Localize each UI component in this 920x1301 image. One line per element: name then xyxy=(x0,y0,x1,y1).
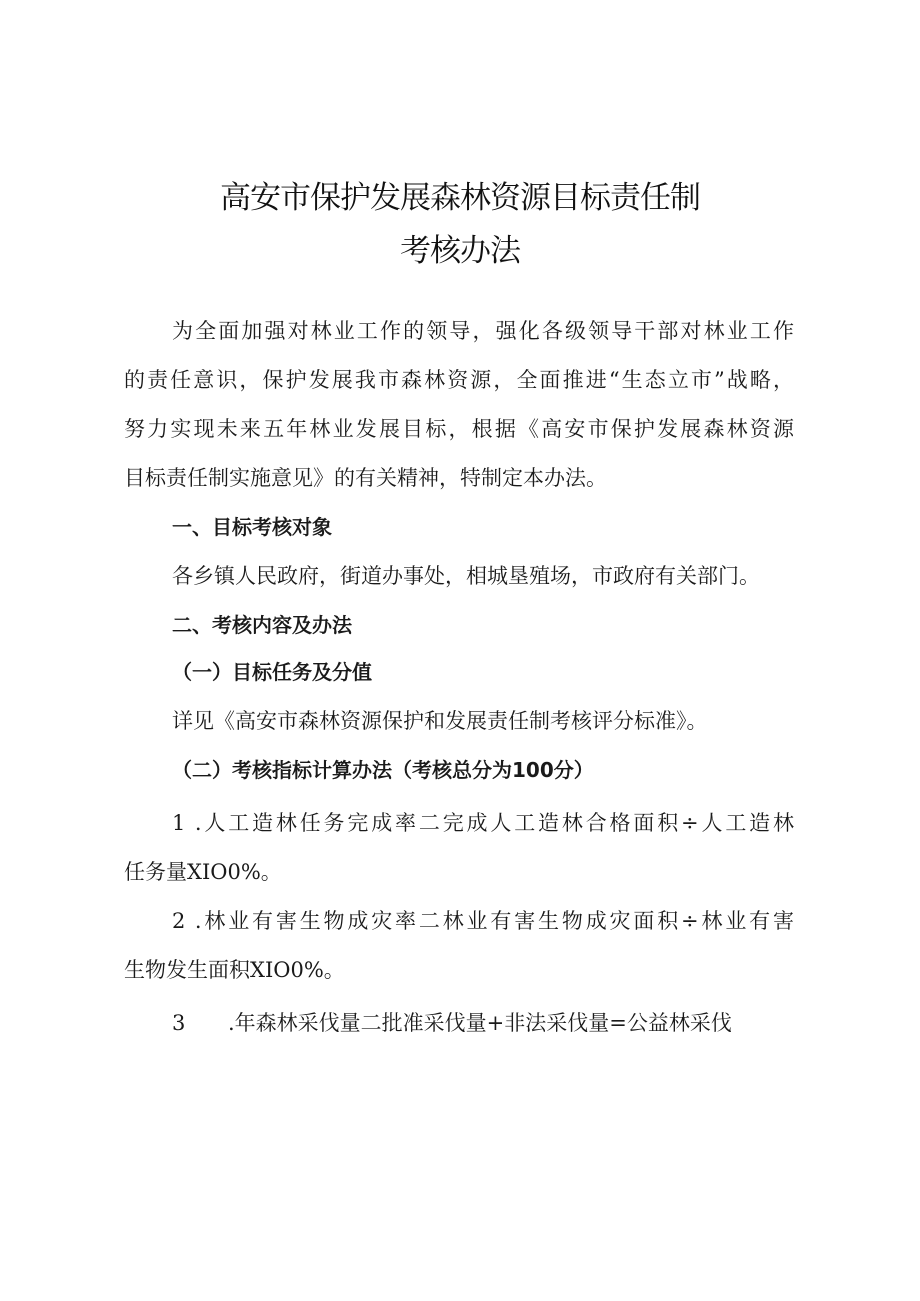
item-3-text: .年森林采伐量二批准采伐量+非法采伐量=公益林采伐 xyxy=(228,1011,732,1035)
section-1-heading: 一、目标考核对象 xyxy=(172,515,332,539)
item-1-line-1: 1 .人工造林任务完成率二完成人工造林合格面积÷人工造林 xyxy=(172,811,794,835)
document-subtitle: 考核办法 xyxy=(400,233,520,269)
item-3-number: 3 xyxy=(172,1011,186,1035)
subsection-2-heading: （二）考核指标计算办法（考核总分为100分） xyxy=(172,758,594,782)
subsection-1-text: 详见《高安市森林资源保护和发展责任制考核评分标准》。 xyxy=(172,709,708,733)
item-2-line-2: 生物发生面积XIO0%。 xyxy=(124,958,345,982)
intro-line-2: 的责任意识，保护发展我市森林资源，全面推进“生态立市”战略， xyxy=(124,368,794,392)
intro-line-4: 目标责任制实施意见》的有关精神，特制定本办法。 xyxy=(124,466,607,490)
subsection-1-heading: （一）目标任务及分值 xyxy=(172,660,372,684)
item-2-line-1: 2 .林业有害生物成灾率二林业有害生物成灾面积÷林业有害 xyxy=(172,909,794,933)
item-1-line-2: 任务量XIO0%。 xyxy=(124,860,282,884)
section-2-heading: 二、考核内容及办法 xyxy=(172,613,352,637)
document-title: 高安市保护发展森林资源目标责任制 xyxy=(220,180,700,216)
section-1-text: 各乡镇人民政府，街道办事处，相城垦殖场，市政府有关部门。 xyxy=(172,564,760,588)
intro-line-3: 努力实现未来五年林业发展目标，根据《高安市保护发展森林资源 xyxy=(124,417,794,441)
intro-line-1: 为全面加强对林业工作的领导，强化各级领导干部对林业工作 xyxy=(172,319,794,343)
